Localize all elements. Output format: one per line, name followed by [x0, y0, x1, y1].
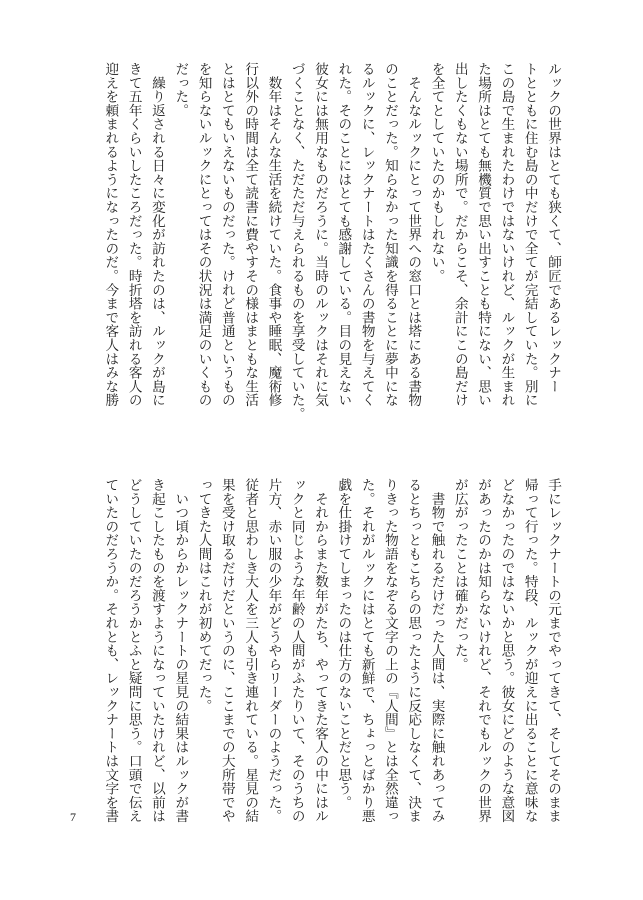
text-line: 従者と思わしき大人を三人も引き連れている。星見の結 — [242, 478, 259, 823]
text-line: 片方、赤い服の少年がどうやらリーダーのようだった。 — [265, 478, 282, 823]
text-line: を知らないルックにとってはその状況は満足のいくもの — [195, 62, 212, 407]
text-block-top — [78, 62, 564, 430]
text-line: だった。 — [172, 62, 189, 118]
text-line: トとともに住む島の中だけで全てが完結していた。別に — [521, 62, 538, 407]
text-line: 出したくもない場所で。だからこそ、余計にこの島だけ — [451, 62, 468, 407]
text-line: るとちっともこちらの思ったように反応しなくて、決ま — [405, 478, 422, 823]
text-line: れた。そのことにはとても感謝している。目の見えない — [335, 62, 352, 407]
text-line: 彼女には無用なものだろうに。当時のルックはそれに気 — [312, 62, 329, 407]
text-line: が広がったことは確かだった。 — [451, 478, 468, 672]
text-line: りきった物語をなぞる文字の上の『人間』とは全然違っ — [381, 478, 398, 823]
text-line: づくことなく、ただただ与えられるものを享受していた。 — [288, 62, 305, 421]
text-line: どなかったのではないかと思う。彼女にどのような意図 — [498, 478, 515, 823]
text-line: 帰って行った。特段、ルックが迎えに出ることに意味な — [521, 478, 538, 823]
text-line: があったのかは知らないけれど、それでもルックの世界 — [475, 478, 492, 823]
text-line: た場所はとても無機質で思い出すことも特にない、思い — [475, 62, 492, 407]
text-line: た。それがルックにはとても新鮮で、ちょっとばかり悪 — [358, 478, 375, 823]
text-line: いつ頃からかレックナートの星見の結果はルックが書 — [172, 478, 189, 823]
text-block-bottom — [78, 478, 564, 848]
page-number: 7 — [70, 810, 76, 824]
text-line: を全てとしていたのかもしれない。 — [428, 62, 445, 283]
text-line: 手にレックナートの元までやってきて、そしてそのまま — [545, 478, 561, 823]
text-line: 書物で触れるだけだった人間は、実際に触れあってみ — [428, 478, 445, 823]
text-line: 行以外の時間は全て読書に費やすその様はまともな生活 — [242, 62, 259, 407]
text-line: ルックの世界はとても狭くて、師匠であるレックナー — [545, 62, 561, 394]
text-line: とはとてもいえないものだった。けれど普通というもの — [218, 62, 235, 407]
text-line: 戯を仕掛けてしまったのは仕方のないことだと思う。 — [335, 478, 352, 810]
text-line: きて五年くらいしたころだった。時折塔を訪れる客人の — [125, 62, 142, 407]
text-line: 迎えを頼まれるようになったのだ。今まで客人はみな勝 — [102, 62, 119, 407]
text-line: ックと同じような年齢の人間がふたりいて、そのうちの — [288, 478, 305, 823]
text-line: ってきた人間はこれが初めてだった。 — [195, 478, 212, 713]
text-line: それからまた数年がたち、やってきた客人の中にはル — [312, 478, 329, 823]
text-line: どうしていたのだろうかとふと疑問に思う。口頭で伝え — [125, 478, 142, 823]
text-line: そんなルックにとって世界への窓口とは塔にある書物 — [405, 62, 422, 407]
text-line: 繰り返される日々に変化が訪れたのは、ルックが島に — [148, 62, 165, 407]
text-line: のことだった。知らなかった知識を得ることに夢中にな — [381, 62, 398, 407]
text-line: この島で生まれたわけではないけれど、ルックが生まれ — [498, 62, 515, 407]
text-line: 果を受け取るだけだというのに、ここまでの大所帯でや — [218, 478, 235, 823]
text-line: るルックに、レックナートはたくさんの書物を与えてく — [358, 62, 375, 407]
text-line: ていたのだろうか。それとも、レックナートは文字を書 — [102, 478, 119, 823]
text-line: 数年はそんな生活を続けていた。食事や睡眠、魔術修 — [265, 62, 282, 407]
text-line: き起こしたものを渡すようになっていたけれど、以前は — [148, 478, 165, 823]
